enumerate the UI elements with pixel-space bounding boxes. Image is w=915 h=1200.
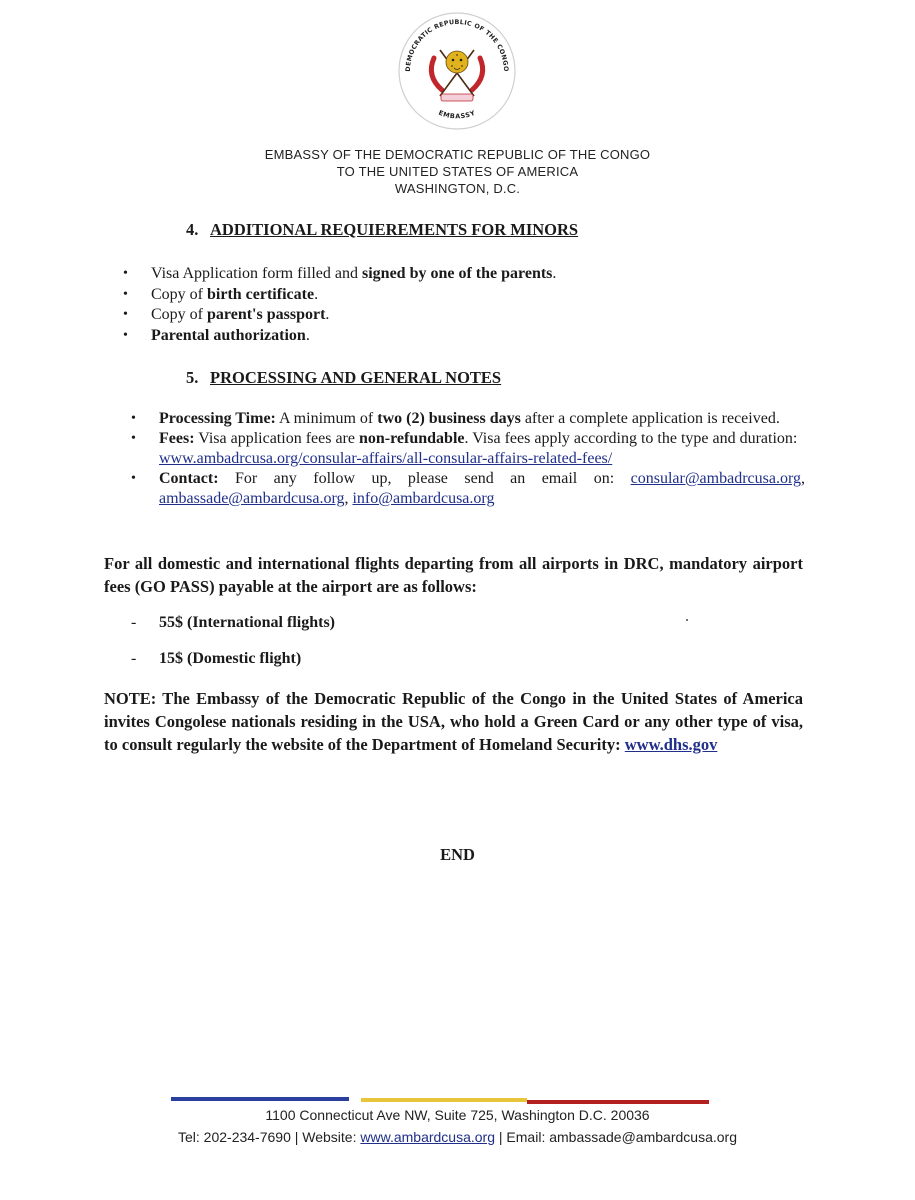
footer-website-link[interactable]: www.ambardcusa.org: [360, 1129, 496, 1145]
consular-email-link[interactable]: consular@ambadrcusa.org: [630, 470, 801, 487]
header-line-3: WASHINGTON, D.C.: [394, 181, 521, 196]
fees-link[interactable]: www.ambadrcusa.org/consular-affairs/all-consular-affairs-related-fees/: [159, 450, 613, 467]
footer-email[interactable]: ambassade@ambardcusa.org: [549, 1129, 737, 1145]
section-4-title: ADDITIONAL REQUIEREMENTS FOR MINORS: [210, 220, 579, 239]
gopass-domestic-item: - 15$ (Domestic flight): [131, 650, 302, 667]
fees-item: • Fees: Visa application fees are non-refundable. Visa fees apply according to the type and duration: www.ambadrcusa.org/consular-affairs/all-consular-affairs-related-fees/: [131, 429, 805, 469]
section-4-heading: [186, 220, 578, 240]
minors-requirements-list: [123, 264, 723, 346]
embassy-seal: [396, 10, 518, 132]
embassy-header: [0, 146, 915, 197]
section-5-number: 5.: [186, 368, 199, 387]
header-line-2: TO THE UNITED STATES OF AMERICA: [336, 164, 579, 179]
processing-time-item: • Processing Time: A minimum of two (2) business days after a complete application is received.: [131, 409, 805, 429]
processing-notes-list: [131, 409, 805, 509]
list-item: • Copy of parent's passport.: [123, 305, 723, 326]
footer-bar-red: [527, 1100, 709, 1104]
footer-bar-blue: [171, 1097, 349, 1101]
info-email-link[interactable]: info@ambardcusa.org: [352, 490, 495, 507]
section-4-number: 4.: [186, 220, 199, 239]
end-marker: END: [440, 845, 475, 864]
seal-arc-bottom: EMBASSY: [437, 108, 477, 121]
section-5-title: PROCESSING AND GENERAL NOTES: [210, 368, 502, 387]
seal-arc-top: DEMOCRATIC REPUBLIC OF THE CONGO: [404, 18, 510, 72]
gopass-paragraph: For all domestic and international flights departing from all airports in DRC, mandatory airport fees (GO PASS) payable at the airport are as follows:: [104, 554, 803, 596]
ambassade-email-link[interactable]: ambassade@ambardcusa.org: [159, 490, 345, 507]
section-5-heading: [186, 368, 501, 388]
footer-address: 1100 Connecticut Ave NW, Suite 725, Washington D.C. 20036: [265, 1107, 650, 1123]
list-item: • Copy of birth certificate.: [123, 285, 723, 306]
list-item: • Parental authorization.: [123, 326, 723, 347]
header-line-1: EMBASSY OF THE DEMOCRATIC REPUBLIC OF THE CONGO: [264, 147, 651, 162]
contact-item: • Contact: For any follow up, please send an email on: consular@ambadrcusa.org, ambassade@ambardcusa.org, info@ambardcusa.org: [131, 469, 805, 509]
gopass-international-item: - 55$ (International flights): [131, 614, 335, 631]
dhs-link[interactable]: www.dhs.gov: [624, 735, 718, 754]
note-paragraph: NOTE: The Embassy of the Democratic Republic of the Congo in the United States of America invites Congolese nationals residing in the USA, who hold a Green Card or any other type of visa, to consult regularly the website of the Department of Homeland Security: www.dhs.gov: [104, 689, 803, 754]
footer-contact: Tel: 202-234-7690 | Website: www.ambardcusa.org | Email: ambassade@ambardcusa.org: [178, 1129, 737, 1145]
scan-speck: [686, 619, 688, 621]
list-item: • Visa Application form filled and signed by one of the parents.: [123, 264, 723, 285]
footer-bar-yellow: [361, 1098, 527, 1102]
